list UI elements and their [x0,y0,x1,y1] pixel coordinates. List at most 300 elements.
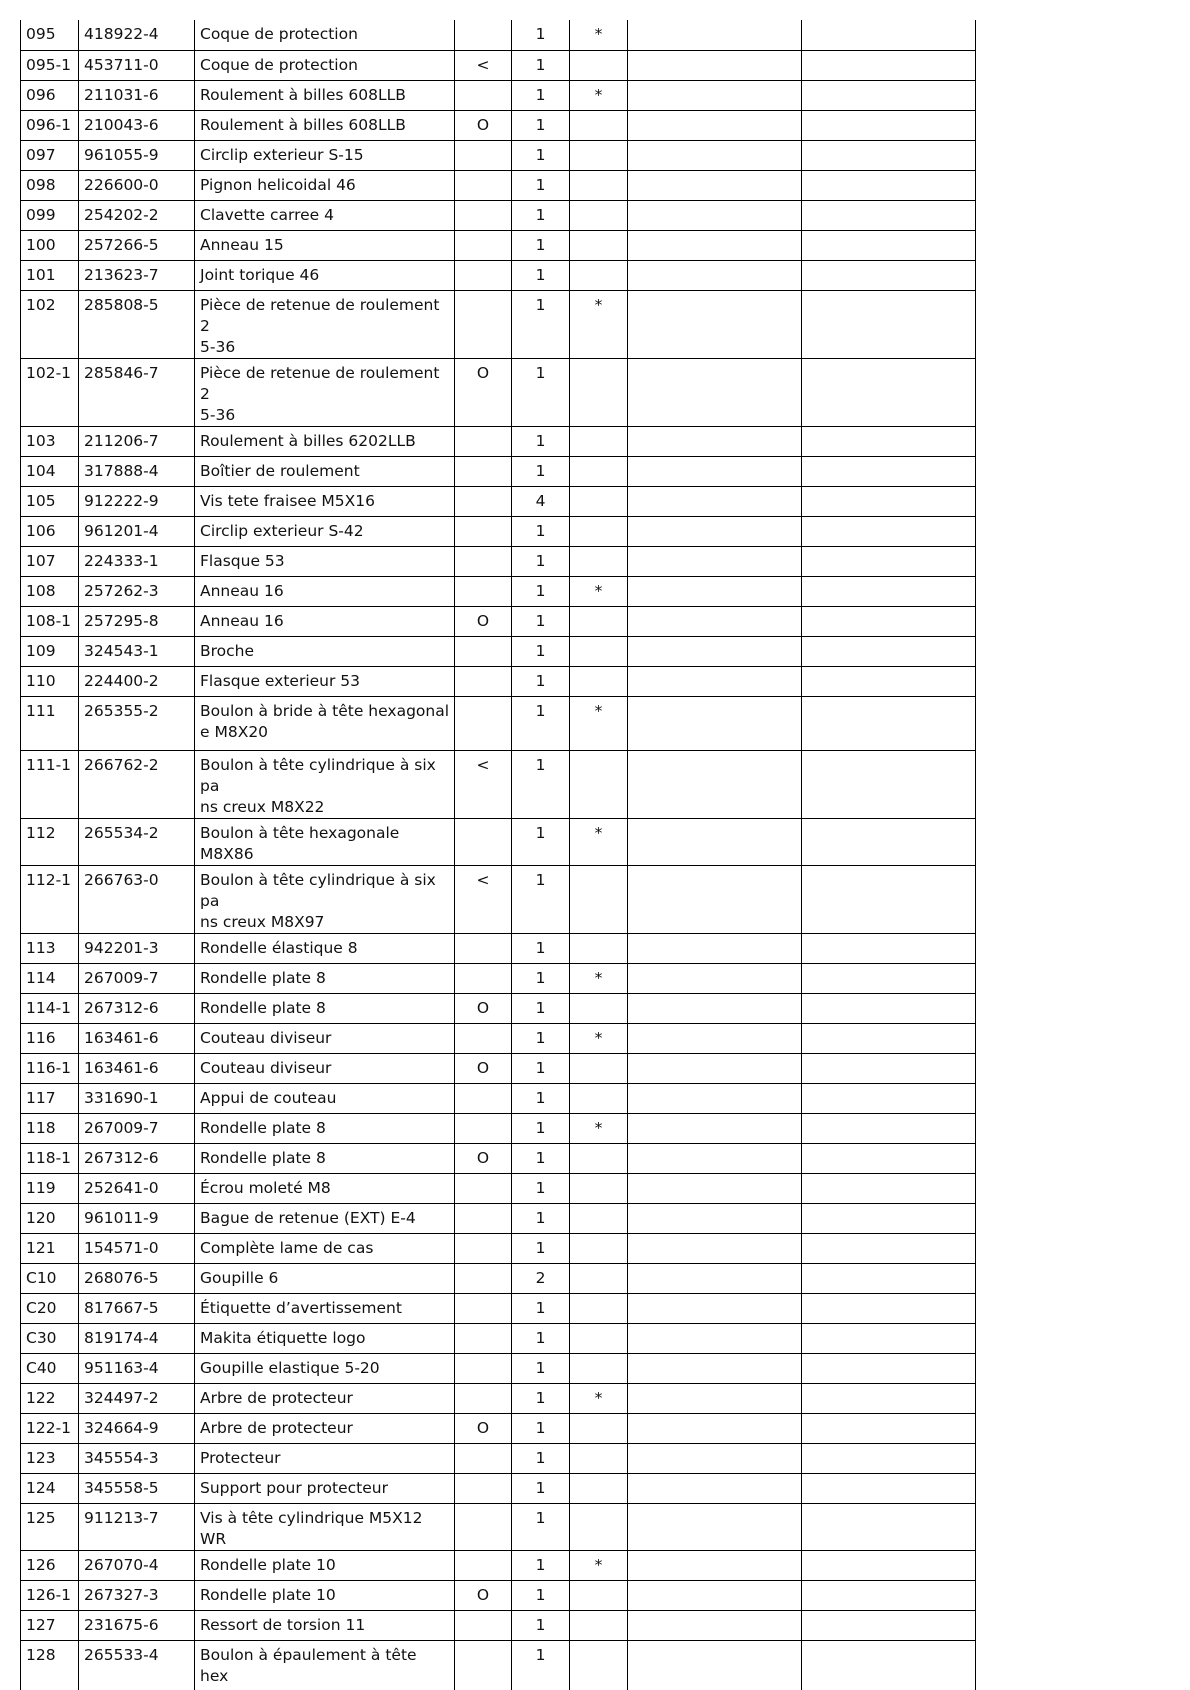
symbol-cell [455,170,512,200]
empty-cell [628,426,802,456]
quantity: 1 [535,55,546,74]
description: Écrou moleté M8 [200,1178,331,1197]
quantity: 1 [535,701,546,720]
part-number: 331690-1 [84,1088,159,1107]
symbol [460,1084,506,1088]
note-cell [570,696,628,750]
quantity-cell [512,1413,570,1443]
note [575,359,622,363]
part-number-cell [79,865,195,933]
note [575,866,622,870]
part-number: 911213-7 [84,1508,159,1527]
note-cell [570,818,628,865]
description: Rondelle plate 10 [200,1555,336,1574]
empty-cell [628,1263,802,1293]
symbol [460,81,506,85]
quantity-cell [512,1083,570,1113]
part-number: 265355-2 [84,701,159,720]
quantity-cell [512,20,570,50]
item-number-cell [21,260,79,290]
item-number: 114-1 [26,998,72,1017]
item-number: 121 [26,1238,56,1257]
note-cell [570,170,628,200]
part-number-cell [79,1113,195,1143]
empty-cell [628,1353,802,1383]
symbol [460,231,506,235]
part-number: 324497-2 [84,1388,159,1407]
part-number-cell [79,636,195,666]
symbol-cell [455,1113,512,1143]
item-number: 114 [26,968,56,987]
note-cell [570,865,628,933]
note [575,261,622,265]
empty-cell [802,1610,976,1640]
empty-cell [802,1263,976,1293]
quantity-cell [512,486,570,516]
note-cell [570,750,628,818]
symbol: < [476,755,490,774]
description-cell [195,110,455,140]
part-number-cell [79,200,195,230]
description-cell [195,1053,455,1083]
part-number: 265534-2 [84,823,159,842]
empty-cell [628,1113,802,1143]
quantity: 1 [535,1118,546,1137]
description: Rondelle élastique 8 [200,938,358,957]
description: Arbre de protecteur [200,1418,353,1437]
symbol-cell [455,20,512,50]
empty-cell [802,696,976,750]
part-number-cell [79,1263,195,1293]
quantity-cell [512,1233,570,1263]
part-number: 267312-6 [84,1148,159,1167]
note [575,1324,622,1328]
description-cell [195,1263,455,1293]
symbol [460,1294,506,1298]
quantity-cell [512,1263,570,1293]
part-number: 942201-3 [84,938,159,957]
empty-cell [802,170,976,200]
table-row [21,1293,976,1323]
part-number-cell [79,230,195,260]
table-row [21,933,976,963]
empty-cell [802,290,976,358]
item-number-cell [21,933,79,963]
description-cell [195,1143,455,1173]
quantity: 1 [535,611,546,630]
part-number: 961055-9 [84,145,159,164]
quantity-cell [512,170,570,200]
description-cell [195,140,455,170]
note [575,141,622,145]
item-number: 113 [26,938,56,957]
part-number: 317888-4 [84,461,159,480]
quantity-cell [512,1113,570,1143]
table-row [21,1383,976,1413]
quantity-cell [512,1293,570,1323]
description-cell [195,1550,455,1580]
table-row [21,110,976,140]
empty-cell [802,1053,976,1083]
note-cell [570,290,628,358]
item-number-cell [21,1580,79,1610]
empty-cell [802,20,976,50]
empty-cell [802,546,976,576]
symbol [460,201,506,205]
description: Rondelle plate 8 [200,1118,326,1137]
empty-cell [802,516,976,546]
part-number: 345554-3 [84,1448,159,1467]
empty-cell [628,993,802,1023]
description: Boulon à tête cylindrique à six pa ns creux M8X22 [200,755,436,816]
quantity: 1 [535,1388,546,1407]
description: Joint torique 46 [200,265,320,284]
table-row [21,1473,976,1503]
quantity: 1 [535,938,546,957]
description: Coque de protection [200,55,358,74]
symbol: O [476,115,490,134]
quantity-cell [512,1353,570,1383]
item-number: C30 [26,1328,57,1347]
description: Anneau 16 [200,611,284,630]
quantity: 1 [535,1058,546,1077]
symbol [460,577,506,581]
part-number: 961011-9 [84,1208,159,1227]
note-cell [570,1023,628,1053]
quantity-cell [512,636,570,666]
empty-cell [802,1443,976,1473]
symbol [460,637,506,641]
symbol-cell [455,50,512,80]
description: Vis tete fraisee M5X16 [200,491,376,510]
description: Boulon à tête cylindrique à six pa ns creux M8X97 [200,870,436,931]
empty-cell [628,546,802,576]
note [575,111,622,115]
item-number: 095 [26,25,56,43]
symbol [460,20,506,24]
note [575,751,622,755]
empty-cell [802,1113,976,1143]
description-cell [195,20,455,50]
item-number-cell [21,516,79,546]
symbol [460,1551,506,1555]
note [575,457,622,461]
symbol [460,1024,506,1028]
quantity-cell [512,1550,570,1580]
item-number: 118 [26,1118,56,1137]
note: * [594,1028,603,1047]
empty-cell [628,1173,802,1203]
part-number-cell [79,1143,195,1173]
part-number-cell [79,1383,195,1413]
quantity: 1 [535,431,546,450]
item-number-cell [21,1293,79,1323]
symbol [460,1234,506,1238]
symbol [460,427,506,431]
empty-cell [628,1083,802,1113]
description-cell [195,993,455,1023]
note: * [594,1388,603,1407]
part-number: 226600-0 [84,175,159,194]
symbol [460,547,506,551]
note-cell [570,1323,628,1353]
table-row [21,1113,976,1143]
item-number-cell [21,1503,79,1550]
symbol-cell [455,200,512,230]
quantity: 1 [535,1555,546,1574]
note-cell [570,426,628,456]
note-cell [570,516,628,546]
table-row [21,865,976,933]
empty-cell [802,200,976,230]
note-cell [570,1580,628,1610]
part-number: 285808-5 [84,295,159,314]
description: Flasque 53 [200,551,285,570]
table-row [21,290,976,358]
item-number-cell [21,80,79,110]
part-number-cell [79,666,195,696]
item-number-cell [21,750,79,818]
table-row [21,666,976,696]
item-number-cell [21,1610,79,1640]
item-number-cell [21,486,79,516]
table-row [21,606,976,636]
note: * [594,1118,603,1137]
note [575,1504,622,1508]
description: Boulon à tête hexagonale M8X86 [200,823,400,863]
item-number-cell [21,140,79,170]
description-cell [195,200,455,230]
note [575,1054,622,1058]
empty-cell [628,230,802,260]
description: Flasque exterieur 53 [200,671,361,690]
note [575,1294,622,1298]
note [575,1204,622,1208]
item-number-cell [21,230,79,260]
symbol [460,1354,506,1358]
empty-cell [802,1473,976,1503]
symbol-cell [455,1293,512,1323]
symbol [460,1474,506,1478]
note-cell [570,1383,628,1413]
note: * [594,25,603,43]
table-row [21,1203,976,1233]
quantity-cell [512,576,570,606]
part-number: 163461-6 [84,1058,159,1077]
item-number-cell [21,865,79,933]
symbol-cell [455,1083,512,1113]
symbol-cell [455,1610,512,1640]
symbol: O [476,1585,490,1604]
table-row [21,50,976,80]
note-cell [570,1233,628,1263]
part-number: 224400-2 [84,671,159,690]
table-row [21,230,976,260]
note [575,1354,622,1358]
description: Arbre de protecteur [200,1388,353,1407]
part-number-cell [79,358,195,426]
note-cell [570,1173,628,1203]
item-number: 098 [26,175,56,194]
table-row [21,1083,976,1113]
table-row [21,80,976,110]
symbol-cell [455,140,512,170]
part-number-cell [79,963,195,993]
description-cell [195,546,455,576]
empty-cell [628,696,802,750]
symbol [460,1384,506,1388]
quantity: 1 [535,85,546,104]
quantity-cell [512,426,570,456]
part-number: 267009-7 [84,968,159,987]
empty-cell [628,1383,802,1413]
description: Couteau diviseur [200,1058,332,1077]
quantity: 1 [535,1328,546,1347]
note: * [594,295,603,314]
empty-cell [628,1323,802,1353]
description-cell [195,1293,455,1323]
quantity: 1 [535,998,546,1017]
item-number-cell [21,170,79,200]
description: Clavette carree 4 [200,205,334,224]
empty-cell [802,1383,976,1413]
item-number: 120 [26,1208,56,1227]
symbol-cell [455,865,512,933]
empty-cell [802,666,976,696]
item-number-cell [21,1413,79,1443]
part-number-cell [79,140,195,170]
note-cell [570,1293,628,1323]
table-row [21,1503,976,1550]
quantity: 1 [535,1148,546,1167]
quantity: 1 [535,1238,546,1257]
description-cell [195,606,455,636]
empty-cell [628,963,802,993]
empty-cell [802,1233,976,1263]
item-number-cell [21,358,79,426]
empty-cell [802,606,976,636]
description: Vis à tête cylindrique M5X12 WR [200,1508,423,1548]
symbol-cell [455,1443,512,1473]
empty-cell [802,1323,976,1353]
item-number-cell [21,1263,79,1293]
symbol-cell [455,1383,512,1413]
part-number-cell [79,50,195,80]
quantity-cell [512,230,570,260]
empty-cell [628,606,802,636]
description-cell [195,290,455,358]
quantity: 1 [535,1615,546,1634]
part-number-cell [79,516,195,546]
part-number-cell [79,1053,195,1083]
empty-cell [628,1053,802,1083]
symbol-cell [455,486,512,516]
empty-cell [628,50,802,80]
table-row [21,963,976,993]
empty-cell [628,1503,802,1550]
part-number-cell [79,933,195,963]
symbol [460,141,506,145]
symbol [460,1114,506,1118]
quantity: 1 [535,1448,546,1467]
empty-cell [628,290,802,358]
empty-cell [802,1353,976,1383]
description-cell [195,1203,455,1233]
quantity-cell [512,1143,570,1173]
symbol: O [476,1418,490,1437]
description: Pignon helicoidal 46 [200,175,356,194]
description-cell [195,1023,455,1053]
part-number-cell [79,576,195,606]
item-number: 101 [26,265,56,284]
symbol-cell [455,1173,512,1203]
description: Coque de protection [200,25,358,43]
note-cell [570,1203,628,1233]
item-number: 126 [26,1555,56,1574]
table-row [21,140,976,170]
table-row [21,1143,976,1173]
item-number: 110 [26,671,56,690]
table-row [21,576,976,606]
description-cell [195,1610,455,1640]
symbol-cell [455,1503,512,1550]
quantity: 1 [535,1028,546,1047]
part-number: 912222-9 [84,491,159,510]
note-cell [570,963,628,993]
note [575,1234,622,1238]
item-number: 118-1 [26,1148,72,1167]
quantity-cell [512,546,570,576]
part-number: 268076-5 [84,1268,159,1287]
symbol: < [476,870,490,889]
quantity-cell [512,1473,570,1503]
description-cell [195,1353,455,1383]
part-number: 267327-3 [84,1585,159,1604]
table-row [21,546,976,576]
item-number: 100 [26,235,56,254]
empty-cell [628,456,802,486]
item-number-cell [21,1443,79,1473]
part-number: 257262-3 [84,581,159,600]
note [575,1581,622,1585]
note-cell [570,1353,628,1383]
symbol-cell [455,750,512,818]
part-number: 257266-5 [84,235,159,254]
part-number-cell [79,1293,195,1323]
symbol [460,1504,506,1508]
note [575,1474,622,1478]
table-row [21,1173,976,1203]
description-cell [195,1443,455,1473]
item-number: 103 [26,431,56,450]
item-number-cell [21,606,79,636]
empty-cell [628,140,802,170]
part-number-cell [79,1473,195,1503]
parts-table [20,20,976,1690]
note [575,171,622,175]
part-number: 254202-2 [84,205,159,224]
note [575,607,622,611]
part-number: 265533-4 [84,1645,159,1664]
symbol-cell [455,290,512,358]
quantity: 1 [535,1418,546,1437]
table-row [21,993,976,1023]
note: * [594,823,603,842]
part-number: 324664-9 [84,1418,159,1437]
item-number-cell [21,576,79,606]
note: * [594,581,603,600]
description: Makita étiquette logo [200,1328,366,1347]
